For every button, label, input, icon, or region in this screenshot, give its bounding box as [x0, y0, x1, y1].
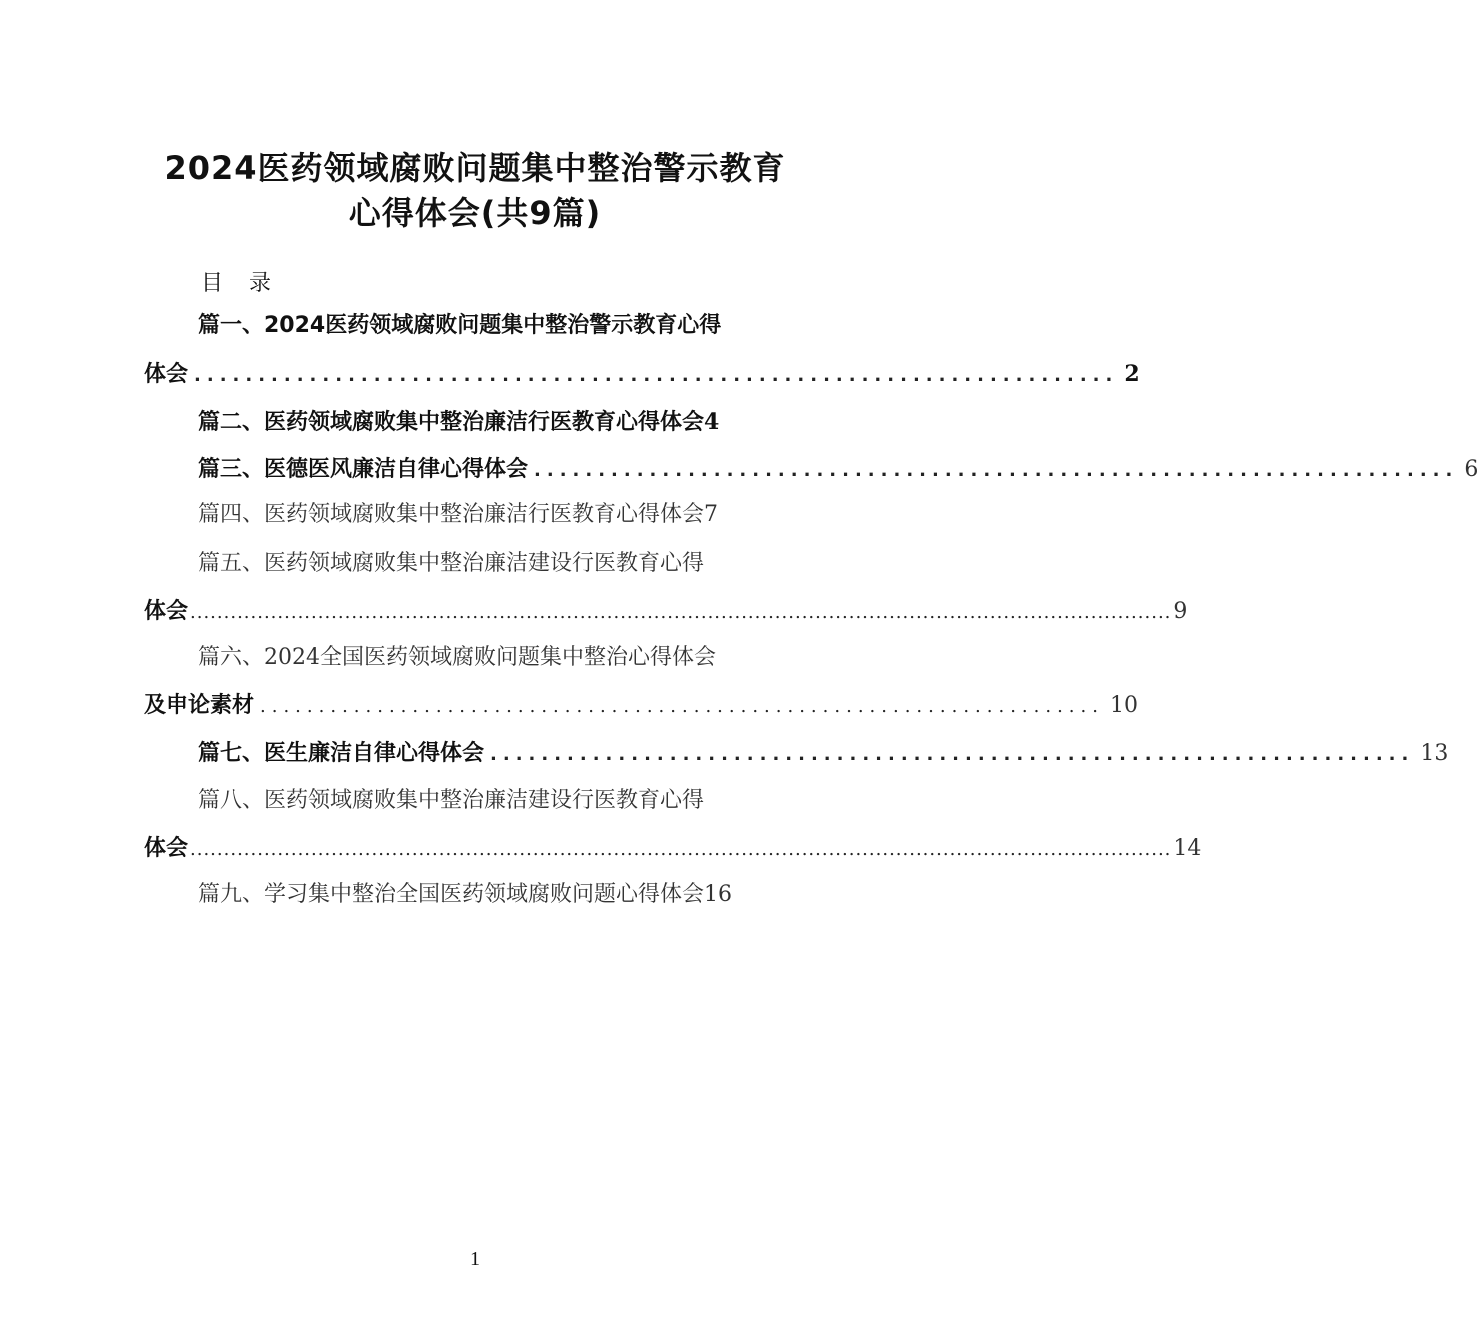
- toc-leader-dots: ........................................................................: [260, 696, 1104, 717]
- toc-entry-6-page: 10: [1109, 693, 1138, 718]
- toc-entry-7[interactable]: [198, 738, 1449, 770]
- toc-entry-3-text: 篇三、医德医风廉洁自律心得体会: [198, 457, 529, 482]
- toc-leader-dots: ..................................................................................................................................................: [190, 602, 1172, 623]
- toc-entry-2[interactable]: [198, 406, 808, 438]
- toc-entry-6-line-1[interactable]: [198, 642, 808, 674]
- toc-entry-4[interactable]: [198, 499, 808, 531]
- toc-entry-4-page: 7: [704, 502, 719, 527]
- toc-entry-9-text: 篇九、学习集中整治全国医药领域腐败问题心得体会: [198, 882, 705, 907]
- toc-entry-3[interactable]: [198, 454, 1478, 486]
- toc-entry-3-page: 6: [1464, 457, 1478, 482]
- toc-entry-8-page: 14: [1173, 836, 1202, 861]
- toc-entry-5-line-2[interactable]: [144, 596, 1188, 628]
- toc-entry-1-text-cont: 体会: [144, 362, 189, 387]
- toc-entry-1-line-2[interactable]: [144, 358, 1140, 390]
- toc-entry-6-text: 篇六、2024全国医药领域腐败问题集中整治心得体会: [198, 645, 716, 670]
- toc-leader-dots: ..................................................................................................................................................: [190, 839, 1172, 860]
- toc-entry-5-text: 篇五、医药领域腐败集中整治廉洁建设行医教育心得: [198, 551, 705, 576]
- toc-entry-2-text: 篇二、医药领域腐败集中整治廉洁行医教育心得体会: [198, 410, 705, 435]
- page-number: 1: [470, 1248, 480, 1270]
- toc-entry-5-line-1[interactable]: [198, 548, 808, 580]
- toc-entry-1-line-1[interactable]: [198, 310, 808, 342]
- toc-entry-8-line-2[interactable]: [144, 833, 1202, 865]
- toc-entry-9-page: 16: [704, 882, 733, 907]
- toc-entry-7-text: 篇七、医生廉洁自律心得体会: [198, 741, 485, 766]
- toc-leader-dots: ........................................................................: [194, 365, 1119, 386]
- toc-leader-dots: ........................................................................: [534, 460, 1459, 481]
- toc-entry-7-page: 13: [1420, 741, 1449, 766]
- toc-entry-8-line-1[interactable]: [198, 785, 808, 817]
- toc-entry-5-page: 9: [1173, 599, 1188, 624]
- toc-entry-1-text: 篇一、2024医药领域腐败问题集中整治警示教育心得: [198, 313, 722, 338]
- toc-entry-6-text-cont: 及申论素材: [144, 693, 255, 718]
- document-title-line-1: 2024医药领域腐败问题集中整治警示教育: [164, 149, 786, 187]
- toc-entry-8-text-cont: 体会: [144, 836, 189, 861]
- document-title-line-2: 心得体会(共9篇): [348, 194, 602, 232]
- toc-entry-6-line-2[interactable]: [144, 690, 1138, 722]
- toc-entry-8-text: 篇八、医药领域腐败集中整治廉洁建设行医教育心得: [198, 788, 705, 813]
- toc-heading: 目录: [201, 271, 298, 296]
- toc-entry-9[interactable]: [198, 879, 828, 911]
- toc-entry-4-text: 篇四、医药领域腐败集中整治廉洁行医教育心得体会: [198, 502, 705, 527]
- toc-entry-2-page: 4: [704, 409, 720, 435]
- toc-entry-5-text-cont: 体会: [144, 599, 189, 624]
- toc-leader-dots: ........................................................................: [490, 744, 1415, 765]
- toc-entry-1-page: 2: [1124, 361, 1140, 387]
